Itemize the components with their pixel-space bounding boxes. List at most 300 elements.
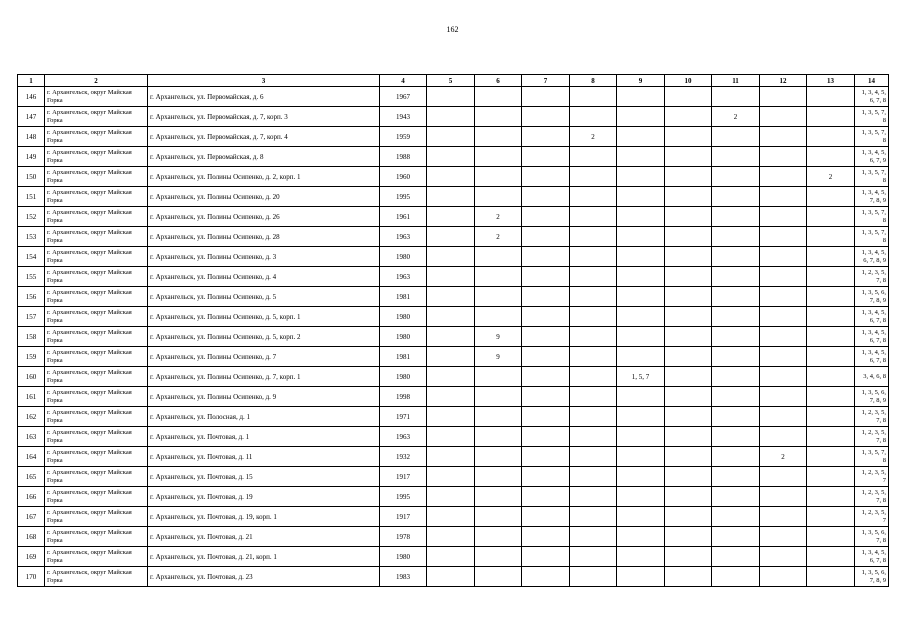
column-header: 6 (475, 75, 522, 87)
col14-cell: 1, 2, 3, 5, 7, 8 (855, 267, 889, 287)
col12-cell (760, 307, 807, 327)
col5-cell (427, 87, 475, 107)
col12-cell: 2 (760, 447, 807, 467)
col13-cell (807, 307, 855, 327)
col12-cell (760, 207, 807, 227)
col6-cell: 9 (475, 347, 522, 367)
col6-cell (475, 407, 522, 427)
col8-cell (570, 307, 617, 327)
table-row (18, 547, 889, 567)
col5-cell (427, 507, 475, 527)
address-cell: г. Архангельск, ул. Почтовая, д. 23 (148, 567, 380, 587)
col6-cell (475, 247, 522, 267)
year-cell: 1980 (380, 547, 427, 567)
address-cell: г. Архангельск, ул. Полины Осипенко, д. 20 (148, 187, 380, 207)
year-cell: 1978 (380, 527, 427, 547)
column-header: 14 (855, 75, 889, 87)
year-cell: 1963 (380, 227, 427, 247)
district-cell: г. Архангельск, округ Майская Горка (45, 107, 148, 127)
col8-cell (570, 267, 617, 287)
col10-cell (665, 347, 712, 367)
col5-cell (427, 187, 475, 207)
table-row (18, 247, 889, 267)
address-cell: г. Архангельск, ул. Первомайская, д. 7, корп. 4 (148, 127, 380, 147)
col9-cell (617, 487, 665, 507)
col6-cell: 2 (475, 227, 522, 247)
col8-cell (570, 467, 617, 487)
year-cell: 1995 (380, 187, 427, 207)
col7-cell (522, 527, 570, 547)
col10-cell (665, 527, 712, 547)
col7-cell (522, 307, 570, 327)
col14-cell: 1, 3, 5, 6, 7, 8, 9 (855, 567, 889, 587)
column-header: 7 (522, 75, 570, 87)
col13-cell (807, 327, 855, 347)
col9-cell (617, 147, 665, 167)
district-cell: г. Архангельск, округ Майская Горка (45, 327, 148, 347)
table-row (18, 287, 889, 307)
address-cell: г. Архангельск, ул. Почтовая, д. 19, корп. 1 (148, 507, 380, 527)
row-number: 157 (18, 307, 45, 327)
col7-cell (522, 107, 570, 127)
col12-cell (760, 507, 807, 527)
year-cell: 1961 (380, 207, 427, 227)
col5-cell (427, 347, 475, 367)
district-cell: г. Архангельск, округ Майская Горка (45, 267, 148, 287)
col5-cell (427, 527, 475, 547)
address-cell: г. Архангельск, ул. Полины Осипенко, д. 7, корп. 1 (148, 367, 380, 387)
col8-cell (570, 227, 617, 247)
col8-cell (570, 447, 617, 467)
col13-cell (807, 387, 855, 407)
district-cell: г. Архангельск, округ Майская Горка (45, 367, 148, 387)
col10-cell (665, 87, 712, 107)
col11-cell (712, 447, 760, 467)
col14-cell: 1, 3, 5, 7, 8 (855, 227, 889, 247)
row-number: 162 (18, 407, 45, 427)
col10-cell (665, 127, 712, 147)
col10-cell (665, 467, 712, 487)
col12-cell (760, 467, 807, 487)
col13-cell (807, 347, 855, 367)
col14-cell: 1, 3, 5, 7, 8 (855, 447, 889, 467)
col14-cell: 1, 3, 4, 5, 6, 7, 8 (855, 327, 889, 347)
column-header: 4 (380, 75, 427, 87)
table-row (18, 567, 889, 587)
col8-cell (570, 247, 617, 267)
col9-cell (617, 307, 665, 327)
col11-cell (712, 227, 760, 247)
col14-cell: 1, 3, 4, 5, 6, 7, 8, 9 (855, 247, 889, 267)
col6-cell (475, 147, 522, 167)
table-row (18, 187, 889, 207)
col5-cell (427, 447, 475, 467)
col5-cell (427, 407, 475, 427)
col10-cell (665, 387, 712, 407)
address-cell: г. Архангельск, ул. Полины Осипенко, д. 28 (148, 227, 380, 247)
col5-cell (427, 207, 475, 227)
col12-cell (760, 367, 807, 387)
col13-cell (807, 367, 855, 387)
header-row (18, 75, 889, 87)
year-cell: 1980 (380, 327, 427, 347)
col11-cell (712, 167, 760, 187)
year-cell: 1971 (380, 407, 427, 427)
district-cell: г. Архангельск, округ Майская Горка (45, 87, 148, 107)
col5-cell (427, 267, 475, 287)
col11-cell (712, 87, 760, 107)
col9-cell (617, 287, 665, 307)
col9-cell (617, 227, 665, 247)
district-cell: г. Архангельск, округ Майская Горка (45, 387, 148, 407)
col8-cell (570, 187, 617, 207)
table-row (18, 427, 889, 447)
col8-cell (570, 107, 617, 127)
year-cell: 1967 (380, 87, 427, 107)
col13-cell (807, 487, 855, 507)
col8-cell (570, 287, 617, 307)
table-row (18, 207, 889, 227)
col9-cell (617, 407, 665, 427)
address-cell: г. Архангельск, ул. Полины Осипенко, д. 2, корп. 1 (148, 167, 380, 187)
column-header: 1 (18, 75, 45, 87)
district-cell: г. Архангельск, округ Майская Горка (45, 207, 148, 227)
col10-cell (665, 567, 712, 587)
col9-cell (617, 187, 665, 207)
col7-cell (522, 227, 570, 247)
col10-cell (665, 407, 712, 427)
col5-cell (427, 247, 475, 267)
address-cell: г. Архангельск, ул. Полины Осипенко, д. 26 (148, 207, 380, 227)
col10-cell (665, 487, 712, 507)
col6-cell (475, 87, 522, 107)
col6-cell (475, 567, 522, 587)
year-cell: 1917 (380, 507, 427, 527)
col9-cell (617, 207, 665, 227)
column-header: 5 (427, 75, 475, 87)
year-cell: 1983 (380, 567, 427, 587)
row-number: 167 (18, 507, 45, 527)
col9-cell (617, 567, 665, 587)
col7-cell (522, 567, 570, 587)
col8-cell: 2 (570, 127, 617, 147)
column-header: 13 (807, 75, 855, 87)
col5-cell (427, 487, 475, 507)
col13-cell (807, 467, 855, 487)
table-row (18, 227, 889, 247)
col12-cell (760, 147, 807, 167)
col7-cell (522, 127, 570, 147)
row-number: 153 (18, 227, 45, 247)
col11-cell (712, 347, 760, 367)
table-row (18, 267, 889, 287)
col6-cell (475, 107, 522, 127)
address-cell: г. Архангельск, ул. Полины Осипенко, д. 5, корп. 2 (148, 327, 380, 347)
col5-cell (427, 387, 475, 407)
col14-cell: 1, 3, 5, 6, 7, 8, 9 (855, 387, 889, 407)
col14-cell: 1, 2, 3, 5, 7, 8 (855, 427, 889, 447)
col13-cell (807, 107, 855, 127)
col11-cell (712, 547, 760, 567)
table-body (18, 87, 889, 587)
col8-cell (570, 367, 617, 387)
col6-cell (475, 427, 522, 447)
col11-cell (712, 387, 760, 407)
col5-cell (427, 107, 475, 127)
year-cell: 1981 (380, 347, 427, 367)
col12-cell (760, 167, 807, 187)
col11-cell (712, 487, 760, 507)
col13-cell (807, 247, 855, 267)
col7-cell (522, 427, 570, 447)
col6-cell (475, 507, 522, 527)
col8-cell (570, 547, 617, 567)
col9-cell: 1, 5, 7 (617, 367, 665, 387)
district-cell: г. Архангельск, округ Майская Горка (45, 467, 148, 487)
table-row (18, 527, 889, 547)
col8-cell (570, 347, 617, 367)
column-header: 12 (760, 75, 807, 87)
col14-cell: 1, 2, 3, 5, 7 (855, 507, 889, 527)
column-header: 3 (148, 75, 380, 87)
district-cell: г. Архангельск, округ Майская Горка (45, 127, 148, 147)
col10-cell (665, 187, 712, 207)
col13-cell (807, 147, 855, 167)
table-row (18, 487, 889, 507)
col14-cell: 1, 3, 5, 7, 8 (855, 167, 889, 187)
page-number: 162 (446, 25, 459, 34)
address-cell: г. Архангельск, ул. Полины Осипенко, д. 7 (148, 347, 380, 367)
col12-cell (760, 127, 807, 147)
row-number: 148 (18, 127, 45, 147)
col9-cell (617, 387, 665, 407)
address-cell: г. Архангельск, ул. Полины Осипенко, д. 5 (148, 287, 380, 307)
col9-cell (617, 107, 665, 127)
col5-cell (427, 327, 475, 347)
col14-cell: 1, 2, 3, 5, 7 (855, 467, 889, 487)
row-number: 160 (18, 367, 45, 387)
col8-cell (570, 147, 617, 167)
col12-cell (760, 187, 807, 207)
year-cell: 1980 (380, 307, 427, 327)
col9-cell (617, 447, 665, 467)
address-cell: г. Архангельск, ул. Полины Осипенко, д. 3 (148, 247, 380, 267)
year-cell: 1959 (380, 127, 427, 147)
col14-cell: 1, 3, 5, 6, 7, 8 (855, 527, 889, 547)
col9-cell (617, 467, 665, 487)
row-number: 161 (18, 387, 45, 407)
district-cell: г. Архангельск, округ Майская Горка (45, 287, 148, 307)
column-header: 11 (712, 75, 760, 87)
table-row (18, 387, 889, 407)
table-row (18, 507, 889, 527)
col5-cell (427, 167, 475, 187)
col9-cell (617, 167, 665, 187)
district-cell: г. Архангельск, округ Майская Горка (45, 227, 148, 247)
col9-cell (617, 507, 665, 527)
col13-cell (807, 527, 855, 547)
district-cell: г. Архангельск, округ Майская Горка (45, 527, 148, 547)
year-cell: 1980 (380, 367, 427, 387)
row-number: 155 (18, 267, 45, 287)
col7-cell (522, 187, 570, 207)
col7-cell (522, 327, 570, 347)
col9-cell (617, 547, 665, 567)
col7-cell (522, 407, 570, 427)
col12-cell (760, 407, 807, 427)
col6-cell (475, 527, 522, 547)
row-number: 166 (18, 487, 45, 507)
col7-cell (522, 207, 570, 227)
row-number: 150 (18, 167, 45, 187)
col6-cell (475, 287, 522, 307)
col7-cell (522, 487, 570, 507)
col6-cell (475, 187, 522, 207)
col8-cell (570, 207, 617, 227)
col8-cell (570, 527, 617, 547)
table-row (18, 367, 889, 387)
row-number: 158 (18, 327, 45, 347)
col14-cell: 1, 3, 4, 5, 6, 7, 8 (855, 347, 889, 367)
district-cell: г. Архангельск, округ Майская Горка (45, 507, 148, 527)
col7-cell (522, 247, 570, 267)
col6-cell (475, 387, 522, 407)
district-cell: г. Архангельск, округ Майская Горка (45, 247, 148, 267)
table-row (18, 107, 889, 127)
table-row (18, 327, 889, 347)
col7-cell (522, 87, 570, 107)
col14-cell: 1, 2, 3, 5, 7, 8 (855, 487, 889, 507)
district-cell: г. Архангельск, округ Майская Горка (45, 187, 148, 207)
col10-cell (665, 247, 712, 267)
row-number: 147 (18, 107, 45, 127)
col10-cell (665, 307, 712, 327)
year-cell: 1981 (380, 287, 427, 307)
col10-cell (665, 267, 712, 287)
col10-cell (665, 547, 712, 567)
address-cell: г. Архангельск, ул. Полины Осипенко, д. 9 (148, 387, 380, 407)
address-cell: г. Архангельск, ул. Почтовая, д. 15 (148, 467, 380, 487)
col7-cell (522, 267, 570, 287)
row-number: 159 (18, 347, 45, 367)
row-number: 168 (18, 527, 45, 547)
col11-cell (712, 527, 760, 547)
address-cell: г. Архангельск, ул. Первомайская, д. 7, корп. 3 (148, 107, 380, 127)
col5-cell (427, 127, 475, 147)
col11-cell (712, 187, 760, 207)
district-cell: г. Архангельск, округ Майская Горка (45, 147, 148, 167)
col6-cell (475, 447, 522, 467)
col9-cell (617, 327, 665, 347)
col11-cell (712, 287, 760, 307)
col13-cell (807, 87, 855, 107)
col12-cell (760, 327, 807, 347)
col11-cell (712, 507, 760, 527)
address-cell: г. Архангельск, ул. Полины Осипенко, д. 5, корп. 1 (148, 307, 380, 327)
column-header: 8 (570, 75, 617, 87)
address-cell: г. Архангельск, ул. Почтовая, д. 19 (148, 487, 380, 507)
housing-table (17, 74, 889, 587)
year-cell: 1932 (380, 447, 427, 467)
col8-cell (570, 87, 617, 107)
col6-cell (475, 487, 522, 507)
col8-cell (570, 507, 617, 527)
district-cell: г. Архангельск, округ Майская Горка (45, 427, 148, 447)
table-row (18, 127, 889, 147)
col5-cell (427, 427, 475, 447)
col13-cell (807, 507, 855, 527)
col12-cell (760, 427, 807, 447)
row-number: 149 (18, 147, 45, 167)
col14-cell: 1, 3, 4, 5, 6, 7, 8 (855, 87, 889, 107)
year-cell: 1963 (380, 267, 427, 287)
col6-cell (475, 267, 522, 287)
col12-cell (760, 107, 807, 127)
col5-cell (427, 567, 475, 587)
col12-cell (760, 387, 807, 407)
col13-cell (807, 207, 855, 227)
address-cell: г. Архангельск, ул. Первомайская, д. 6 (148, 87, 380, 107)
col14-cell: 1, 3, 4, 5, 6, 7, 8 (855, 547, 889, 567)
address-cell: г. Архангельск, ул. Почтовая, д. 1 (148, 427, 380, 447)
row-number: 156 (18, 287, 45, 307)
column-header: 10 (665, 75, 712, 87)
col10-cell (665, 367, 712, 387)
col14-cell: 1, 3, 4, 5, 6, 7, 8 (855, 307, 889, 327)
table-row (18, 87, 889, 107)
col10-cell (665, 167, 712, 187)
col9-cell (617, 87, 665, 107)
col13-cell (807, 187, 855, 207)
col11-cell (712, 207, 760, 227)
year-cell: 1917 (380, 467, 427, 487)
col10-cell (665, 207, 712, 227)
col13-cell (807, 427, 855, 447)
year-cell: 1963 (380, 427, 427, 447)
table-row (18, 447, 889, 467)
address-cell: г. Архангельск, ул. Почтовая, д. 11 (148, 447, 380, 467)
col7-cell (522, 507, 570, 527)
col7-cell (522, 447, 570, 467)
district-cell: г. Архангельск, округ Майская Горка (45, 407, 148, 427)
col5-cell (427, 467, 475, 487)
col9-cell (617, 527, 665, 547)
row-number: 154 (18, 247, 45, 267)
col6-cell: 9 (475, 327, 522, 347)
col14-cell: 1, 3, 5, 7, 8 (855, 107, 889, 127)
col11-cell (712, 567, 760, 587)
column-header: 9 (617, 75, 665, 87)
col7-cell (522, 367, 570, 387)
district-cell: г. Архангельск, округ Майская Горка (45, 307, 148, 327)
col9-cell (617, 247, 665, 267)
col11-cell (712, 147, 760, 167)
col10-cell (665, 147, 712, 167)
col6-cell: 2 (475, 207, 522, 227)
col9-cell (617, 427, 665, 447)
row-number: 152 (18, 207, 45, 227)
col10-cell (665, 287, 712, 307)
district-cell: г. Архангельск, округ Майская Горка (45, 447, 148, 467)
col14-cell: 1, 3, 5, 7, 8 (855, 127, 889, 147)
col9-cell (617, 267, 665, 287)
col10-cell (665, 427, 712, 447)
col13-cell (807, 547, 855, 567)
col13-cell (807, 287, 855, 307)
address-cell: г. Архангельск, ул. Почтовая, д. 21, корп. 1 (148, 547, 380, 567)
col6-cell (475, 127, 522, 147)
col13-cell (807, 127, 855, 147)
